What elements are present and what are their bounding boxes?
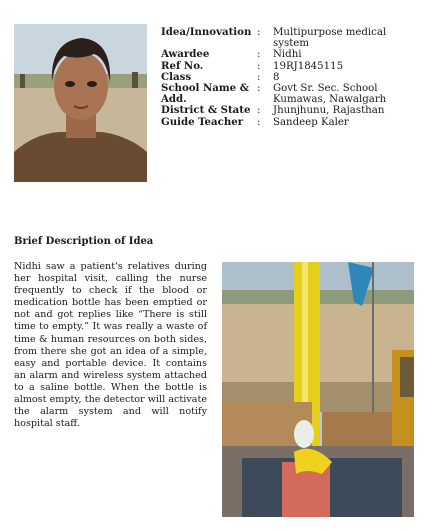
district-label: District & State [161, 104, 251, 117]
awardee-value: Nidhi [273, 49, 302, 61]
description-body: Nidhi saw a patient's relatives during her hospital visit, calling the nurse frequently to check if the blood or medication bottle has been emptied or not and got replies like “There is still time to empty.” It was really a waste of time & human resources on both sides, from there she got an idea of a simple, easy and portable device. It contains an alarm and wireless system attached to a saline bottle. When the bottle is almost empty, the detector will activate the alarm system and will notify hospital staff. [14, 261, 207, 430]
info-row-idea [161, 27, 421, 49]
school-value: Govt Sr. Sec. School Kumawas, Nawalgarh [273, 83, 387, 106]
separator: : [257, 71, 261, 83]
profile-info [161, 27, 421, 128]
awardee-photo [14, 24, 147, 182]
info-row-district [161, 105, 421, 116]
separator: : [257, 60, 261, 72]
device-photo [222, 262, 414, 517]
info-row-ref [161, 61, 421, 72]
ref-label: Ref No. [161, 59, 204, 72]
info-row-guide [161, 117, 421, 128]
separator: : [257, 49, 261, 61]
district-value: Jhunjhunu, Rajasthan [273, 105, 385, 117]
separator: : [257, 116, 261, 128]
ref-value: 19RJ1845115 [273, 60, 344, 72]
idea-label: Idea/Innovation [161, 26, 252, 38]
section-title: Brief Description of Idea [14, 236, 154, 247]
class-value: 8 [273, 71, 280, 83]
separator: : [257, 105, 261, 117]
guide-label: Guide Teacher [161, 115, 244, 128]
awardee-label: Awardee [161, 48, 210, 61]
class-label: Class [161, 70, 192, 83]
separator: : [257, 27, 261, 38]
portrait-image [14, 24, 147, 182]
device-image [222, 262, 414, 517]
idea-value: Multipurpose medical system [273, 27, 387, 50]
guide-value: Sandeep Kaler [273, 116, 349, 128]
school-label: School Name & Add. [161, 82, 249, 106]
info-row-school [161, 83, 421, 105]
separator: : [257, 83, 261, 95]
info-row-awardee [161, 49, 421, 60]
